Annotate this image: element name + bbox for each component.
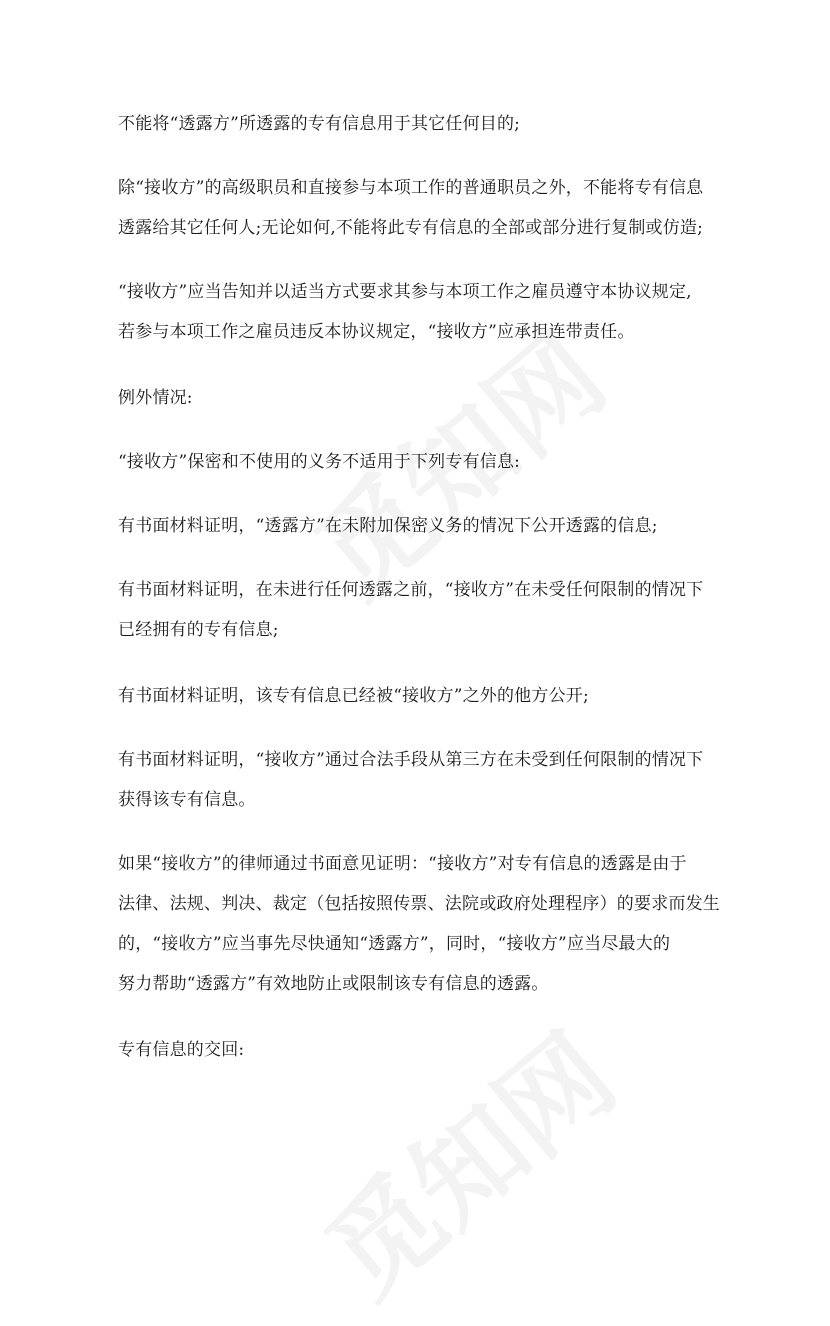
text-line: 有书面材料证明，在未进行任何透露之前，“接收方”在未受任何限制的情况下 bbox=[118, 580, 704, 600]
text-line: 如果“接收方”的律师通过书面意见证明：“接收方”对专有信息的透露是由于 bbox=[118, 854, 687, 874]
paragraph-exception-2 bbox=[118, 570, 718, 650]
paragraph-exception-3 bbox=[118, 676, 718, 716]
paragraph-legal-disclosure bbox=[118, 844, 718, 1004]
section-heading-return bbox=[118, 1030, 718, 1070]
paragraph-exception-intro bbox=[118, 442, 718, 482]
paragraph-disclosure-restriction bbox=[118, 168, 718, 248]
text-line: 有书面材料证明，“透露方”在未附加保密义务的情况下公开透露的信息; bbox=[118, 516, 658, 536]
section-heading-exceptions bbox=[118, 378, 718, 418]
text-line: 例外情况: bbox=[118, 388, 193, 408]
text-line: 有书面材料证明，“接收方”通过合法手段从第三方在未受到任何限制的情况下 bbox=[118, 750, 704, 770]
text-line: “接收方”保密和不使用的义务不适用于下列专有信息: bbox=[118, 452, 521, 472]
text-line: 法律、法规、判决、裁定（包括按照传票、法院或政府处理程序）的要求而发生 bbox=[118, 894, 720, 914]
text-line: 不能将“透露方”所透露的专有信息用于其它任何目的; bbox=[118, 114, 521, 134]
text-line: 有书面材料证明，该专有信息已经被“接收方”之外的他方公开; bbox=[118, 686, 589, 706]
paragraph-exception-4 bbox=[118, 740, 718, 820]
text-line: “接收方”应当告知并以适当方式要求其参与本项工作之雇员遵守本协议规定, bbox=[118, 282, 692, 302]
paragraph-employee-obligation bbox=[118, 272, 718, 352]
text-line: 已经拥有的专有信息; bbox=[118, 620, 279, 640]
text-line: 若参与本项工作之雇员违反本协议规定，“接收方”应承担连带责任。 bbox=[118, 322, 635, 342]
text-line: 透露给其它任何人;无论如何,不能将此专有信息的全部或部分进行复制或仿造; bbox=[118, 218, 704, 238]
text-line: 除“接收方”的高级职员和直接参与本项工作的普通职员之外，不能将专有信息 bbox=[118, 178, 704, 198]
paragraph-purpose-restriction bbox=[118, 104, 718, 144]
text-line: 的，“接收方”应当事先尽快通知“透露方”，同时，“接收方”应当尽最大的 bbox=[118, 934, 671, 954]
paragraph-exception-1 bbox=[118, 506, 718, 546]
text-line: 专有信息的交回: bbox=[118, 1040, 245, 1060]
text-line: 获得该专有信息。 bbox=[118, 790, 256, 810]
text-line: 努力帮助“透露方”有效地防止或限制该专有信息的透露。 bbox=[118, 974, 549, 994]
